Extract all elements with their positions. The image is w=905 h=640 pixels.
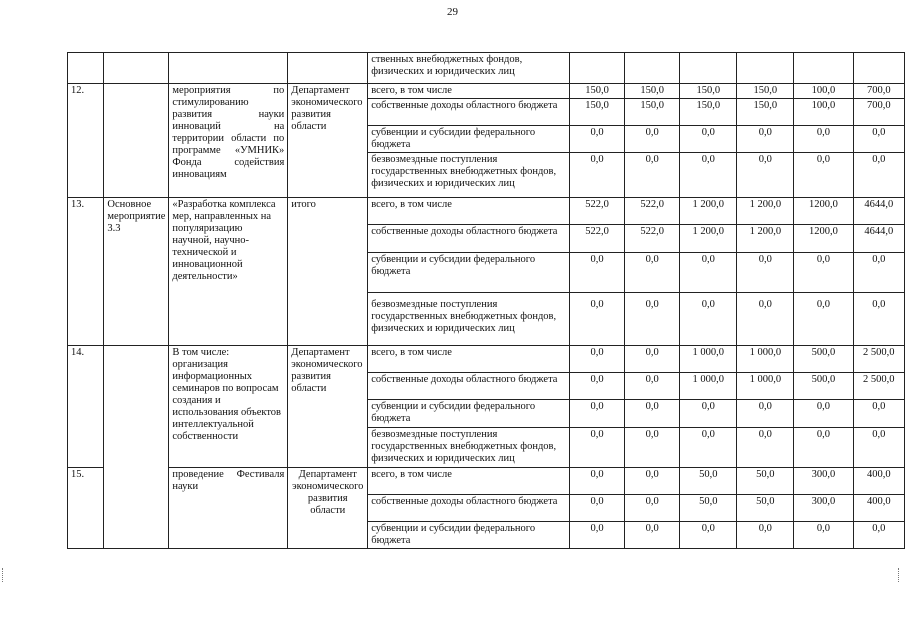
table-row [68, 468, 905, 495]
funding-source-cell: безвозмездные поступления государственных внебюджетных фондов, физических и юридических лиц [368, 428, 570, 468]
row-number-cell: 14. [68, 346, 104, 468]
funding-source-cell: субвенции и субсидии федерального бюджета [368, 253, 570, 293]
value-cell: 0,0 [794, 253, 853, 293]
value-cell: 0,0 [794, 293, 853, 346]
funding-source-cell: безвозмездные поступления государственных внебюджетных фондов, физических и юридических лиц [368, 153, 570, 198]
value-cell: 0,0 [570, 373, 625, 400]
value-cell: 0,0 [737, 153, 794, 198]
value-cell: 0,0 [680, 522, 737, 549]
value-cell: 0,0 [853, 253, 905, 293]
value-cell: 300,0 [794, 468, 853, 495]
value-cell: 0,0 [570, 400, 625, 428]
value-cell: 0,0 [625, 428, 680, 468]
value-cell: 1 000,0 [680, 373, 737, 400]
funding-source-cell: собственные доходы областного бюджета [368, 495, 570, 522]
activity-name-cell: проведение Фестиваля науки [169, 468, 288, 549]
value-cell: 522,0 [570, 198, 625, 225]
value-cell: 700,0 [853, 84, 905, 99]
value-cell: 0,0 [625, 373, 680, 400]
value-cell: 1 200,0 [680, 225, 737, 253]
value-cell [570, 53, 625, 84]
value-cell: 0,0 [625, 253, 680, 293]
executor-cell [288, 53, 368, 84]
value-cell: 0,0 [625, 293, 680, 346]
value-cell: 1 000,0 [737, 373, 794, 400]
value-cell: 1 000,0 [680, 346, 737, 373]
value-cell: 0,0 [680, 126, 737, 153]
funding-source-cell: всего, в том числе [368, 198, 570, 225]
table-row [68, 53, 905, 84]
activity-name-cell: В том числе: организация информационных семинаров по вопросам создания и использования объектов интеллектуальной собственности [169, 346, 288, 468]
value-cell: 0,0 [853, 522, 905, 549]
value-cell [853, 53, 905, 84]
value-cell: 0,0 [570, 253, 625, 293]
value-cell: 0,0 [570, 153, 625, 198]
value-cell: 0,0 [853, 153, 905, 198]
value-cell: 50,0 [737, 495, 794, 522]
value-cell: 1200,0 [794, 225, 853, 253]
value-cell: 0,0 [737, 522, 794, 549]
activity-type-cell [104, 84, 169, 198]
value-cell: 400,0 [853, 468, 905, 495]
value-cell: 0,0 [625, 400, 680, 428]
value-cell [680, 53, 737, 84]
value-cell: 0,0 [680, 153, 737, 198]
value-cell: 150,0 [625, 84, 680, 99]
funding-source-cell: безвозмездные поступления государственных внебюджетных фондов, физических и юридических лиц [368, 293, 570, 346]
executor-cell: итого [288, 198, 368, 346]
table-row [68, 198, 905, 225]
row-number-cell [68, 53, 104, 84]
value-cell: 4644,0 [853, 198, 905, 225]
value-cell: 2 500,0 [853, 346, 905, 373]
value-cell: 4644,0 [853, 225, 905, 253]
value-cell: 0,0 [625, 495, 680, 522]
value-cell: 150,0 [680, 99, 737, 126]
value-cell: 150,0 [570, 84, 625, 99]
value-cell [625, 53, 680, 84]
value-cell: 522,0 [625, 198, 680, 225]
scan-margin-mark-right [898, 568, 902, 582]
value-cell: 0,0 [680, 428, 737, 468]
table-row [68, 346, 905, 373]
funding-source-cell: всего, в том числе [368, 468, 570, 495]
value-cell: 0,0 [680, 253, 737, 293]
value-cell: 0,0 [625, 126, 680, 153]
value-cell: 100,0 [794, 99, 853, 126]
value-cell: 0,0 [853, 293, 905, 346]
value-cell: 0,0 [794, 400, 853, 428]
budget-table [67, 52, 905, 549]
row-number-cell: 13. [68, 198, 104, 346]
value-cell: 150,0 [625, 99, 680, 126]
value-cell: 0,0 [625, 468, 680, 495]
value-cell [737, 53, 794, 84]
value-cell: 0,0 [625, 346, 680, 373]
scan-margin-mark-left [2, 568, 6, 582]
value-cell: 0,0 [570, 293, 625, 346]
value-cell: 100,0 [794, 84, 853, 99]
value-cell: 0,0 [570, 346, 625, 373]
value-cell: 0,0 [853, 126, 905, 153]
value-cell: 0,0 [794, 522, 853, 549]
funding-source-cell: собственные доходы областного бюджета [368, 373, 570, 400]
value-cell: 300,0 [794, 495, 853, 522]
value-cell: 1200,0 [794, 198, 853, 225]
value-cell: 0,0 [570, 522, 625, 549]
activity-name-cell: мероприятия по стимулированию развития науки инноваций на территории области по программе «УМНИК» Фонда содействия инновациям [169, 84, 288, 198]
value-cell: 0,0 [737, 400, 794, 428]
value-cell: 0,0 [570, 126, 625, 153]
activity-name-cell: «Разработка комплекса мер, направленных на популяризацию научной, научно-технической и инновационной деятельности» [169, 198, 288, 346]
value-cell: 0,0 [680, 400, 737, 428]
value-cell: 0,0 [737, 428, 794, 468]
table-body [68, 53, 905, 549]
value-cell: 0,0 [680, 293, 737, 346]
value-cell: 150,0 [737, 99, 794, 126]
value-cell: 0,0 [737, 126, 794, 153]
value-cell: 0,0 [570, 428, 625, 468]
value-cell: 0,0 [794, 126, 853, 153]
value-cell: 522,0 [625, 225, 680, 253]
value-cell: 500,0 [794, 373, 853, 400]
value-cell: 1 200,0 [737, 198, 794, 225]
value-cell: 0,0 [570, 495, 625, 522]
value-cell: 150,0 [570, 99, 625, 126]
value-cell: 0,0 [853, 400, 905, 428]
value-cell: 0,0 [853, 428, 905, 468]
executor-cell: Департамент экономического развития области [288, 468, 368, 549]
value-cell [794, 53, 853, 84]
value-cell: 0,0 [737, 293, 794, 346]
funding-source-cell: всего, в том числе [368, 84, 570, 99]
table-row [68, 84, 905, 99]
value-cell: 0,0 [794, 153, 853, 198]
activity-name-cell [169, 53, 288, 84]
activity-type-cell [104, 346, 169, 549]
value-cell: 522,0 [570, 225, 625, 253]
funding-source-cell: субвенции и субсидии федерального бюджета [368, 522, 570, 549]
value-cell: 150,0 [737, 84, 794, 99]
value-cell: 1 200,0 [680, 198, 737, 225]
funding-source-cell: ственных внебюджетных фондов, физических и юридических лиц [368, 53, 570, 84]
value-cell: 500,0 [794, 346, 853, 373]
activity-type-cell: Основное мероприятие 3.3 [104, 198, 169, 346]
row-number-cell: 15. [68, 468, 104, 549]
funding-source-cell: собственные доходы областного бюджета [368, 225, 570, 253]
page-number: 29 [447, 6, 458, 18]
funding-source-cell: субвенции и субсидии федерального бюджета [368, 126, 570, 153]
funding-source-cell: субвенции и субсидии федерального бюджета [368, 400, 570, 428]
value-cell: 0,0 [794, 428, 853, 468]
value-cell: 50,0 [680, 495, 737, 522]
value-cell: 400,0 [853, 495, 905, 522]
value-cell: 0,0 [625, 522, 680, 549]
funding-source-cell: собственные доходы областного бюджета [368, 99, 570, 126]
value-cell: 0,0 [570, 468, 625, 495]
activity-type-cell [104, 53, 169, 84]
executor-cell: Департамент экономического развития области [288, 346, 368, 468]
executor-cell: Департамент экономического развития области [288, 84, 368, 198]
value-cell: 2 500,0 [853, 373, 905, 400]
value-cell: 150,0 [680, 84, 737, 99]
value-cell: 0,0 [737, 253, 794, 293]
value-cell: 0,0 [625, 153, 680, 198]
value-cell: 1 000,0 [737, 346, 794, 373]
value-cell: 1 200,0 [737, 225, 794, 253]
row-number-cell: 12. [68, 84, 104, 198]
value-cell: 700,0 [853, 99, 905, 126]
value-cell: 50,0 [680, 468, 737, 495]
funding-source-cell: всего, в том числе [368, 346, 570, 373]
value-cell: 50,0 [737, 468, 794, 495]
